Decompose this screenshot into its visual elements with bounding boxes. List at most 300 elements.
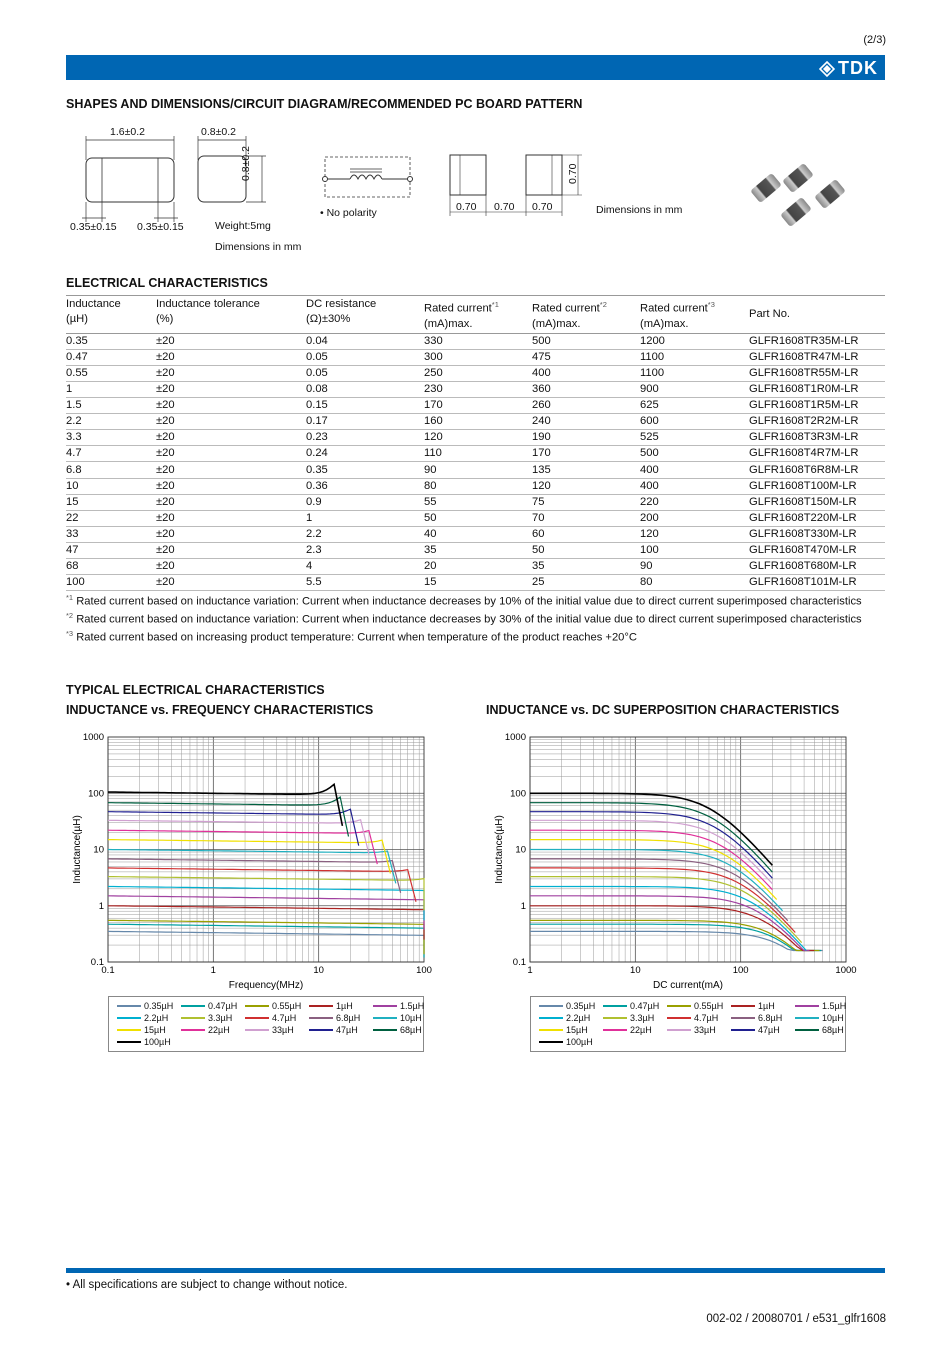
logo-text: TDK [838,58,878,78]
x-tick-label: 100 [416,965,432,976]
legend-swatch [373,1029,397,1031]
legend-swatch [795,1017,819,1019]
dimension-drawing [66,120,326,260]
legend-label: 0.55µH [694,1001,724,1011]
table-cell: 0.05 [306,365,424,381]
legend-item [117,1036,181,1048]
table-cell: GLFR1608T1R0M-LR [749,382,885,398]
legend-item [667,1024,731,1036]
dim-terminal-right: 0.35±0.15 [137,221,184,233]
table-cell: 400 [640,462,749,478]
footer-bar [66,1268,885,1273]
table-header [640,296,749,334]
table-cell: 15 [66,494,156,510]
header-bar [66,55,885,80]
table-row [66,333,885,349]
legend-label: 2.2µH [566,1013,591,1023]
table-cell: GLFR1608TR55M-LR [749,365,885,381]
table-cell: 5.5 [306,575,424,591]
legend-item [181,1012,245,1024]
table-cell: ±20 [156,333,306,349]
table-row [66,478,885,494]
x-axis-label: Frequency(MHz) [228,980,304,991]
table-cell: 1 [306,510,424,526]
legend-swatch [795,1029,819,1031]
section-title-shapes: SHAPES AND DIMENSIONS/CIRCUIT DIAGRAM/RECOMMENDED PC BOARD PATTERN [66,97,583,111]
x-tick-label: 10 [313,965,324,976]
table-cell: 160 [424,414,532,430]
legend-item [117,1000,181,1012]
table-cell: 50 [532,542,640,558]
table-cell: ±20 [156,446,306,462]
legend-swatch [117,1029,141,1031]
table-cell: 120 [424,430,532,446]
table-cell: 625 [640,398,749,414]
table-row [66,398,885,414]
table-cell: 135 [532,462,640,478]
table-cell: 1100 [640,365,749,381]
header-label: Inductance [66,298,121,310]
table-cell: 100 [66,575,156,591]
legend-swatch [245,1005,269,1007]
chart1-title: INDUCTANCE vs. FREQUENCY CHARACTERISTICS [66,703,374,717]
legend-item [245,1012,309,1024]
table-cell: 0.55 [66,365,156,381]
table-cell: ±20 [156,494,306,510]
legend-item [731,1024,795,1036]
table-cell: GLFR1608T680M-LR [749,559,885,575]
header-unit: (mA)max. [640,317,689,330]
legend-item [667,1012,731,1024]
table-cell: ±20 [156,575,306,591]
table-cell: 40 [424,526,532,542]
table-cell: GLFR1608T6R8M-LR [749,462,885,478]
table-cell: 6.8 [66,462,156,478]
chart1-legend [108,996,424,1052]
x-tick-label: 1 [527,965,533,976]
table-cell: GLFR1608TR35M-LR [749,333,885,349]
table-row [66,349,885,365]
table-header [66,296,156,334]
table-cell: 500 [532,333,640,349]
footer-note: • All specifications are subject to change without notice. [66,1279,348,1291]
table-cell: 600 [640,414,749,430]
legend-swatch [117,1005,141,1007]
legend-label: 22µH [208,1025,230,1035]
table-cell: 0.47 [66,349,156,365]
series-line [530,931,823,950]
legend-item [181,1000,245,1012]
table-cell: 400 [640,478,749,494]
table-cell: ±20 [156,510,306,526]
table-cell: 10 [66,478,156,494]
table-cell: ±20 [156,430,306,446]
table-cell: ±20 [156,349,306,365]
table-cell: 4 [306,559,424,575]
legend-label: 15µH [144,1025,166,1035]
legend-swatch [539,1005,563,1007]
table-cell: ±20 [156,365,306,381]
legend-swatch [731,1017,755,1019]
x-axis-label: DC current(mA) [652,980,724,991]
header-label: Inductance tolerance [156,298,260,310]
note-text: Rated current based on increasing product temperature: Current when temperature of the product reaches +20°C [73,632,637,645]
legend-swatch [795,1005,819,1007]
legend-swatch [667,1017,691,1019]
table-cell: ±20 [156,526,306,542]
dim-width: 0.8±0.2 [201,126,236,138]
table-row [66,575,885,591]
y-tick-label: 0.1 [512,957,526,968]
table-cell: ±20 [156,382,306,398]
electrical-characteristics-table [66,295,885,591]
table-cell: 300 [424,349,532,365]
legend-swatch [731,1029,755,1031]
legend-item [309,1024,373,1036]
header-footnote-mark: *3 [707,300,715,309]
table-header [532,296,640,334]
table-cell: 200 [640,510,749,526]
table-header [306,296,424,334]
table-row [66,510,885,526]
legend-item [539,1024,603,1036]
table-cell: 0.08 [306,382,424,398]
table-cell: 475 [532,349,640,365]
table-header [749,296,885,334]
note-text: Rated current based on inductance variation: Current when inductance decreases by 10% of the initial value due to direct current superimposed characteristics [73,595,862,608]
legend-item [795,1012,859,1024]
chart2-title: INDUCTANCE vs. DC SUPERPOSITION CHARACTERISTICS [486,703,840,717]
table-cell: GLFR1608T4R7M-LR [749,446,885,462]
legend-label: 1.5µH [400,1001,425,1011]
table-note [66,609,885,627]
legend-label: 47µH [336,1025,358,1035]
y-tick-label: 100 [88,788,104,800]
table-cell: 25 [532,575,640,591]
page-number: (2/3) [863,34,886,46]
table-cell: GLFR1608T2R2M-LR [749,414,885,430]
series-line [108,924,424,957]
legend-label: 100µH [566,1037,593,1047]
table-cell: GLFR1608T100M-LR [749,478,885,494]
table-cell: 75 [532,494,640,510]
header-unit: (mA)max. [424,317,473,330]
legend-swatch [181,1005,205,1007]
legend-swatch [309,1017,333,1019]
header-footnote-mark: *1 [491,300,499,309]
table-cell: 15 [424,575,532,591]
table-cell: 70 [532,510,640,526]
table-cell: GLFR1608T150M-LR [749,494,885,510]
table-cell: 35 [532,559,640,575]
legend-swatch [309,1005,333,1007]
note-mark: *1 [66,593,74,602]
legend-swatch [603,1005,627,1007]
weight-label: Weight:5mg [215,220,271,232]
legend-label: 1µH [336,1001,353,1011]
table-cell: 0.04 [306,333,424,349]
table-cell: 220 [640,494,749,510]
legend-swatch [117,1017,141,1019]
table-cell: GLFR1608T470M-LR [749,542,885,558]
legend-swatch [539,1017,563,1019]
legend-label: 33µH [272,1025,294,1035]
legend-item [373,1000,437,1012]
table-cell: 240 [532,414,640,430]
chart-inductance-frequency [60,725,440,995]
legend-item [731,1012,795,1024]
table-cell: 80 [640,575,749,591]
y-tick-label: 1000 [82,732,104,743]
pad-dim-1: 0.70 [456,201,477,213]
legend-label: 4.7µH [694,1013,719,1023]
table-row [66,414,885,430]
table-cell: 4.7 [66,446,156,462]
table-cell: 100 [640,542,749,558]
header-unit: (Ω)±30% [306,313,351,325]
legend-swatch [117,1041,141,1043]
legend-label: 0.35µH [144,1001,174,1011]
table-cell: 900 [640,382,749,398]
legend-swatch [539,1029,563,1031]
document-id: 002-02 / 20080701 / e531_glfr1608 [706,1313,886,1325]
legend-item [117,1012,181,1024]
table-cell: GLFR1608TR47M-LR [749,349,885,365]
legend-swatch [667,1005,691,1007]
chart2-legend [530,996,846,1052]
table-cell: 68 [66,559,156,575]
x-tick-label: 10 [630,965,641,976]
legend-swatch [373,1017,397,1019]
legend-swatch [245,1017,269,1019]
chart-inductance-dc [482,725,862,995]
legend-item [309,1000,373,1012]
y-axis-label: Inductance(µH) [494,815,505,884]
table-row [66,430,885,446]
table-cell: 2.2 [66,414,156,430]
legend-label: 47µH [758,1025,780,1035]
pad-dim-2: 0.70 [494,201,515,213]
legend-label: 1µH [758,1001,775,1011]
table-cell: ±20 [156,478,306,494]
table-cell: ±20 [156,398,306,414]
table-cell: 55 [424,494,532,510]
y-tick-label: 0.1 [90,957,104,968]
legend-item [539,1012,603,1024]
legend-item [603,1000,667,1012]
table-cell: 2.3 [306,542,424,558]
legend-item [795,1000,859,1012]
table-cell: ±20 [156,414,306,430]
header-unit: (%) [156,313,174,325]
series-line [530,840,777,900]
table-header [156,296,306,334]
table-cell: 0.05 [306,349,424,365]
table-cell: GLFR1608T101M-LR [749,575,885,591]
legend-label: 0.47µH [208,1001,238,1011]
table-cell: GLFR1608T330M-LR [749,526,885,542]
table-cell: 0.35 [306,462,424,478]
dim-height: 0.8±0.2 [240,146,252,181]
legend-item [539,1036,603,1048]
table-row [66,526,885,542]
legend-label: 3.3µH [208,1013,233,1023]
legend-label: 0.35µH [566,1001,596,1011]
y-tick-label: 1 [520,900,526,912]
legend-swatch [181,1029,205,1031]
legend-label: 6.8µH [758,1013,783,1023]
legend-label: 68µH [400,1025,422,1035]
table-cell: GLFR1608T220M-LR [749,510,885,526]
table-row [66,494,885,510]
header-label: Rated current [532,302,600,315]
table-cell: 120 [640,526,749,542]
x-tick-label: 1000 [835,965,857,976]
note-text: Rated current based on inductance variation: Current when inductance decreases by 30% of the initial value due to direct current superimposed characteristics [73,613,862,626]
table-cell: 35 [424,542,532,558]
x-tick-label: 100 [732,965,749,976]
legend-label: 4.7µH [272,1013,297,1023]
table-cell: 50 [424,510,532,526]
legend-label: 68µH [822,1025,844,1035]
table-cell: 400 [532,365,640,381]
legend-item [117,1024,181,1036]
table-cell: 90 [424,462,532,478]
table-cell: 1100 [640,349,749,365]
table-cell: 250 [424,365,532,381]
header-label: Part No. [749,307,791,320]
legend-label: 6.8µH [336,1013,361,1023]
x-tick-label: 1 [210,965,216,976]
table-row [66,462,885,478]
legend-swatch [603,1017,627,1019]
table-note [66,591,885,609]
legend-item [245,1024,309,1036]
table-cell: 2.2 [306,526,424,542]
legend-label: 1.5µH [822,1001,847,1011]
table-cell: 360 [532,382,640,398]
legend-item [795,1024,859,1036]
table-cell: 0.9 [306,494,424,510]
legend-label: 22µH [630,1025,652,1035]
series-line [108,887,424,921]
header-unit: (µH) [66,313,88,325]
series-line [108,920,424,954]
table-cell: 22 [66,510,156,526]
table-cell: 0.36 [306,478,424,494]
table-cell: 1.5 [66,398,156,414]
legend-item [731,1000,795,1012]
circuit-diagram [320,155,415,205]
legend-swatch [245,1029,269,1031]
table-cell: 330 [424,333,532,349]
tdk-logo [819,58,878,79]
legend-swatch [181,1017,205,1019]
series-line [108,877,424,911]
legend-label: 0.55µH [272,1001,302,1011]
legend-label: 3.3µH [630,1013,655,1023]
table-cell: 170 [532,446,640,462]
table-cell: 500 [640,446,749,462]
table-row [66,559,885,575]
table-cell: 120 [532,478,640,494]
legend-item [373,1012,437,1024]
legend-swatch [373,1005,397,1007]
y-tick-label: 100 [510,788,526,800]
header-label: Rated current [424,302,492,315]
y-tick-label: 10 [93,844,104,856]
header-unit: (mA)max. [532,317,581,330]
legend-swatch [667,1029,691,1031]
table-row [66,365,885,381]
note-mark: *2 [66,611,74,621]
table-cell: 190 [532,430,640,446]
legend-label: 100µH [144,1037,171,1047]
legend-swatch [309,1029,333,1031]
legend-item [539,1000,603,1012]
dimensions-note-1: Dimensions in mm [215,241,302,253]
legend-item [667,1000,731,1012]
table-cell: GLFR1608T1R5M-LR [749,398,885,414]
section-title-electrical: ELECTRICAL CHARACTERISTICS [66,276,268,290]
legend-item [603,1012,667,1024]
x-tick-label: 0.1 [101,965,115,976]
table-cell: 47 [66,542,156,558]
legend-item [181,1024,245,1036]
legend-label: 15µH [566,1025,588,1035]
polarity-note: • No polarity [320,207,377,219]
table-cell: 3.3 [66,430,156,446]
legend-label: 10µH [822,1013,844,1023]
table-cell: 170 [424,398,532,414]
header-label: DC resistance [306,298,377,310]
table-cell: 0.24 [306,446,424,462]
table-cell: 0.35 [66,333,156,349]
dim-length: 1.6±0.2 [110,126,145,138]
dimensions-note-2: Dimensions in mm [596,204,683,216]
y-tick-label: 1 [98,900,104,912]
legend-label: 0.47µH [630,1001,660,1011]
legend-swatch [539,1041,563,1043]
table-cell: 0.17 [306,414,424,430]
table-cell: 0.15 [306,398,424,414]
table-cell: 33 [66,526,156,542]
table-cell: 20 [424,559,532,575]
legend-item [309,1012,373,1024]
legend-label: 2.2µH [144,1013,169,1023]
table-cell: 525 [640,430,749,446]
tdk-emblem-icon [819,61,835,77]
table-cell: 60 [532,526,640,542]
y-axis-label: Inductance(µH) [72,815,83,884]
table-row [66,542,885,558]
table-cell: 1200 [640,333,749,349]
legend-swatch [603,1029,627,1031]
table-notes [66,591,885,646]
legend-swatch [731,1005,755,1007]
table-cell: 90 [640,559,749,575]
product-photo [728,160,858,230]
table-row [66,446,885,462]
table-cell: GLFR1608T3R3M-LR [749,430,885,446]
legend-item [603,1024,667,1036]
note-mark: *3 [66,629,74,639]
header-label: Rated current [640,302,708,315]
table-cell: 260 [532,398,640,414]
header-footnote-mark: *2 [599,300,607,309]
table-cell: ±20 [156,559,306,575]
pad-dim-3: 0.70 [532,201,553,213]
